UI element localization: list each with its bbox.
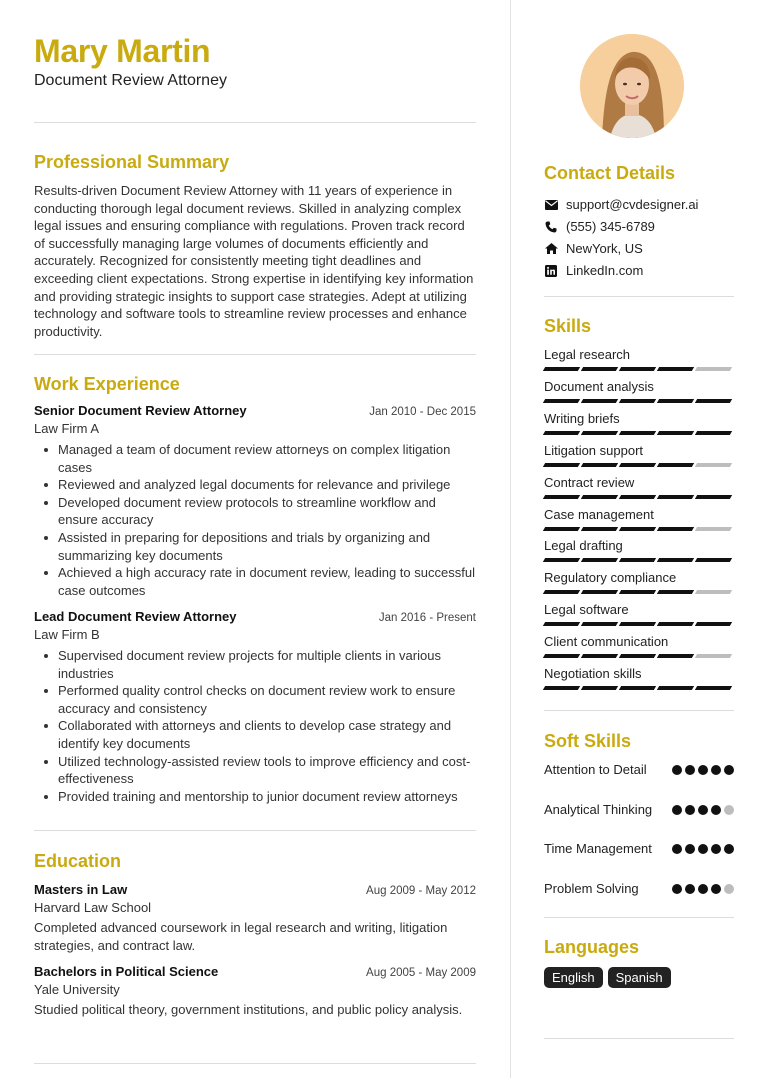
languages-list [544, 967, 671, 988]
rating-dot [698, 765, 708, 775]
job-bullets [34, 647, 476, 805]
job-bullet: Performed quality control checks on document review work to ensure accuracy and consistency [34, 682, 476, 717]
skill-level-segment [657, 431, 694, 435]
job-organization: Law Firm A [34, 421, 100, 436]
soft-skill-item [544, 761, 734, 779]
skill-level-segment [695, 590, 732, 594]
job-bullet: Utilized technology-assisted review tools to improve efficiency and cost-effectiveness [34, 753, 476, 788]
skill-level-segment [657, 527, 694, 531]
contact-heading: Contact Details [544, 163, 676, 183]
job-entry [34, 609, 476, 805]
skill-label: Regulatory compliance [544, 570, 677, 586]
skill-level-segment [543, 590, 580, 594]
rating-dot [698, 884, 708, 894]
education-dates: Aug 2005 - May 2009 [366, 967, 476, 979]
soft-skill-label: Problem Solving [544, 881, 639, 896]
rating-dot [672, 805, 682, 815]
envelope-icon [544, 198, 558, 212]
skill-item [544, 570, 734, 594]
rating-dot [672, 844, 682, 854]
skill-level-segment [695, 558, 732, 562]
rating-dot [685, 884, 695, 894]
skill-level-segment [695, 463, 732, 467]
skill-item [544, 507, 734, 531]
skill-level-segment [657, 463, 694, 467]
skill-level-segment [695, 399, 732, 403]
skill-level-segment [619, 686, 656, 690]
rating-dot [711, 884, 721, 894]
divider [544, 1038, 734, 1039]
divider [544, 296, 734, 297]
skill-label: Legal software [544, 602, 629, 618]
divider [544, 710, 734, 711]
contact-location [544, 241, 643, 256]
skill-level-segment [543, 495, 580, 499]
rating-dot [685, 765, 695, 775]
skill-level-bar [544, 654, 734, 658]
job-bullet: Collaborated with attorneys and clients to develop case strategy and identify key documents [34, 717, 476, 752]
skill-label: Document analysis [544, 378, 654, 394]
skill-level-segment [657, 654, 694, 658]
soft-skill-label: Attention to Detail [544, 762, 647, 777]
school: Yale University [34, 982, 120, 997]
skill-level-segment [543, 558, 580, 562]
skill-level-bar [544, 558, 734, 562]
rating-dot [685, 844, 695, 854]
soft-skill-item [544, 880, 734, 898]
skill-level-segment [619, 495, 656, 499]
skill-level-bar [544, 495, 734, 499]
divider [34, 354, 476, 355]
skill-item [544, 666, 734, 690]
skill-label: Litigation support [544, 442, 644, 458]
education-entry [34, 882, 476, 954]
rating-dot [698, 805, 708, 815]
skill-level-segment [543, 431, 580, 435]
skill-level-segment [619, 654, 656, 658]
rating-dot [711, 765, 721, 775]
skill-level-segment [543, 686, 580, 690]
soft-skill-rating [672, 844, 734, 858]
skill-level-segment [619, 463, 656, 467]
skill-level-segment [657, 590, 694, 594]
skill-label: Legal research [544, 347, 630, 362]
soft-skill-rating [672, 805, 734, 819]
linkedin-icon [544, 264, 558, 278]
skill-level-segment [581, 399, 618, 403]
job-bullet: Supervised document review projects for multiple clients in various industries [34, 647, 476, 682]
skill-item [544, 602, 734, 626]
skill-level-segment [581, 654, 618, 658]
contact-linkedin-text: LinkedIn.com [566, 263, 644, 278]
skill-level-segment [581, 431, 618, 435]
job-bullet: Provided training and mentorship to junior document review attorneys [34, 788, 476, 806]
skill-item [544, 411, 734, 435]
candidate-name: Mary Martin [34, 33, 211, 69]
rating-dot [672, 765, 682, 775]
summary-text: Results-driven Document Review Attorney with 11 years of experience in conducting thorough legal document reviews. Skilled in analyzing complex legal issues and ensuring compliance with regulations. Proven track record of successfully managing large volumes of documents efficiently and accurately. Recognized for consistently meeting tight deadlines and exceeding client expectations. Strong expertise in identifying key information and providing strategic insights to support case strategies. Adept at utilizing technology and software tools to streamline review processes and enhance productivity. [34, 183, 474, 339]
job-bullet: Developed document review protocols to streamline workflow and ensure accuracy [34, 494, 476, 529]
skill-label: Writing briefs [544, 410, 620, 426]
skill-level-segment [581, 463, 618, 467]
skill-level-segment [695, 495, 732, 499]
skill-level-segment [619, 367, 656, 371]
skill-level-segment [695, 622, 732, 626]
summary-heading: Professional Summary [34, 152, 230, 172]
skill-level-segment [543, 527, 580, 531]
profile-photo [580, 34, 684, 138]
education-description: Studied political theory, government institutions, and public policy analysis. [34, 1002, 463, 1017]
education-dates: Aug 2009 - May 2012 [366, 885, 476, 897]
soft-skill-rating [672, 884, 734, 898]
divider [34, 122, 476, 123]
job-bullet: Assisted in preparing for depositions and trials by organizing and summarizing key documents [34, 529, 476, 564]
rating-dot [698, 844, 708, 854]
skill-item [544, 347, 734, 371]
job-role: Senior Document Review Attorney [34, 403, 247, 418]
languages-heading: Languages [544, 937, 640, 957]
contact-email[interactable] [544, 197, 698, 212]
contact-phone[interactable] [544, 219, 655, 234]
divider [34, 830, 476, 831]
job-organization: Law Firm B [34, 627, 100, 642]
skill-level-segment [581, 558, 618, 562]
contact-email-text: support@cvdesigner.ai [566, 197, 699, 212]
soft-skill-item [544, 801, 734, 819]
degree: Masters in Law [34, 882, 128, 897]
contact-linkedin[interactable] [544, 263, 643, 278]
skill-level-segment [581, 686, 618, 690]
job-bullet: Reviewed and analyzed legal documents for relevance and privilege [34, 476, 476, 494]
rating-dot [672, 884, 682, 894]
school: Harvard Law School [34, 900, 152, 915]
skill-level-bar [544, 431, 734, 435]
skill-level-segment [657, 367, 694, 371]
phone-icon [544, 220, 558, 234]
skill-level-segment [619, 590, 656, 594]
skill-level-segment [619, 527, 656, 531]
skill-level-segment [695, 527, 732, 531]
skill-level-segment [581, 495, 618, 499]
experience-heading: Work Experience [34, 374, 180, 394]
skill-item [544, 634, 734, 658]
skill-level-segment [543, 399, 580, 403]
skill-level-segment [657, 622, 694, 626]
contact-phone-text: (555) 345-6789 [566, 219, 655, 234]
soft-skill-item [544, 840, 734, 858]
skills-heading: Skills [544, 316, 592, 336]
soft-skill-label: Time Management [544, 841, 652, 856]
skill-item [544, 379, 734, 403]
skill-level-segment [581, 590, 618, 594]
rating-dot [724, 805, 734, 815]
soft-skill-rating [672, 765, 734, 779]
skill-level-segment [543, 463, 580, 467]
skill-item [544, 538, 734, 562]
skill-label: Legal drafting [544, 538, 623, 554]
skill-label: Client communication [544, 634, 669, 650]
rating-dot [685, 805, 695, 815]
skill-level-segment [581, 367, 618, 371]
skill-label: Negotiation skills [544, 666, 642, 681]
divider [544, 917, 734, 918]
education-heading: Education [34, 851, 122, 871]
skill-level-segment [543, 654, 580, 658]
language-badge: Spanish [608, 967, 671, 988]
skill-level-bar [544, 527, 734, 531]
skill-level-segment [619, 431, 656, 435]
divider [34, 1063, 476, 1064]
skill-level-bar [544, 590, 734, 594]
skill-level-segment [543, 367, 580, 371]
soft-skill-label: Analytical Thinking [544, 802, 653, 817]
contact-location-text: NewYork, US [566, 241, 643, 256]
job-dates: Jan 2010 - Dec 2015 [369, 406, 476, 418]
skill-level-bar [544, 622, 734, 626]
skill-level-segment [695, 431, 732, 435]
job-role: Lead Document Review Attorney [34, 609, 237, 624]
job-bullets [34, 441, 476, 599]
skill-item [544, 443, 734, 467]
rating-dot [711, 844, 721, 854]
candidate-title: Document Review Attorney [34, 72, 227, 89]
skill-level-segment [695, 654, 732, 658]
skill-level-segment [657, 495, 694, 499]
skill-label: Case management [544, 506, 654, 522]
rating-dot [724, 884, 734, 894]
skill-label: Contract review [544, 474, 635, 490]
skill-level-bar [544, 686, 734, 690]
skill-level-segment [695, 686, 732, 690]
skill-level-segment [619, 399, 656, 403]
skill-level-segment [695, 367, 732, 371]
skill-level-bar [544, 367, 734, 371]
rating-dot [724, 844, 734, 854]
rating-dot [711, 805, 721, 815]
skill-level-segment [543, 622, 580, 626]
skill-level-segment [657, 399, 694, 403]
skill-level-segment [619, 622, 656, 626]
rating-dot [724, 765, 734, 775]
education-entry [34, 964, 476, 1019]
skill-level-segment [581, 527, 618, 531]
skill-level-segment [657, 558, 694, 562]
skill-level-bar [544, 399, 734, 403]
home-icon [544, 242, 558, 256]
job-entry [34, 403, 476, 599]
language-badge: English [544, 967, 603, 988]
job-dates: Jan 2016 - Present [378, 612, 476, 624]
degree: Bachelors in Political Science [34, 964, 219, 979]
column-divider [510, 0, 511, 1078]
education-description: Completed advanced coursework in legal research and writing, litigation strategies, and contract law. [34, 920, 448, 953]
skill-level-segment [619, 558, 656, 562]
skill-level-segment [657, 686, 694, 690]
job-bullet: Achieved a high accuracy rate in document review, leading to successful case outcomes [34, 564, 476, 599]
skill-level-segment [581, 622, 618, 626]
soft-skills-heading: Soft Skills [544, 731, 632, 751]
job-bullet: Managed a team of document review attorneys on complex litigation cases [34, 441, 476, 476]
skill-item [544, 475, 734, 499]
skill-level-bar [544, 463, 734, 467]
